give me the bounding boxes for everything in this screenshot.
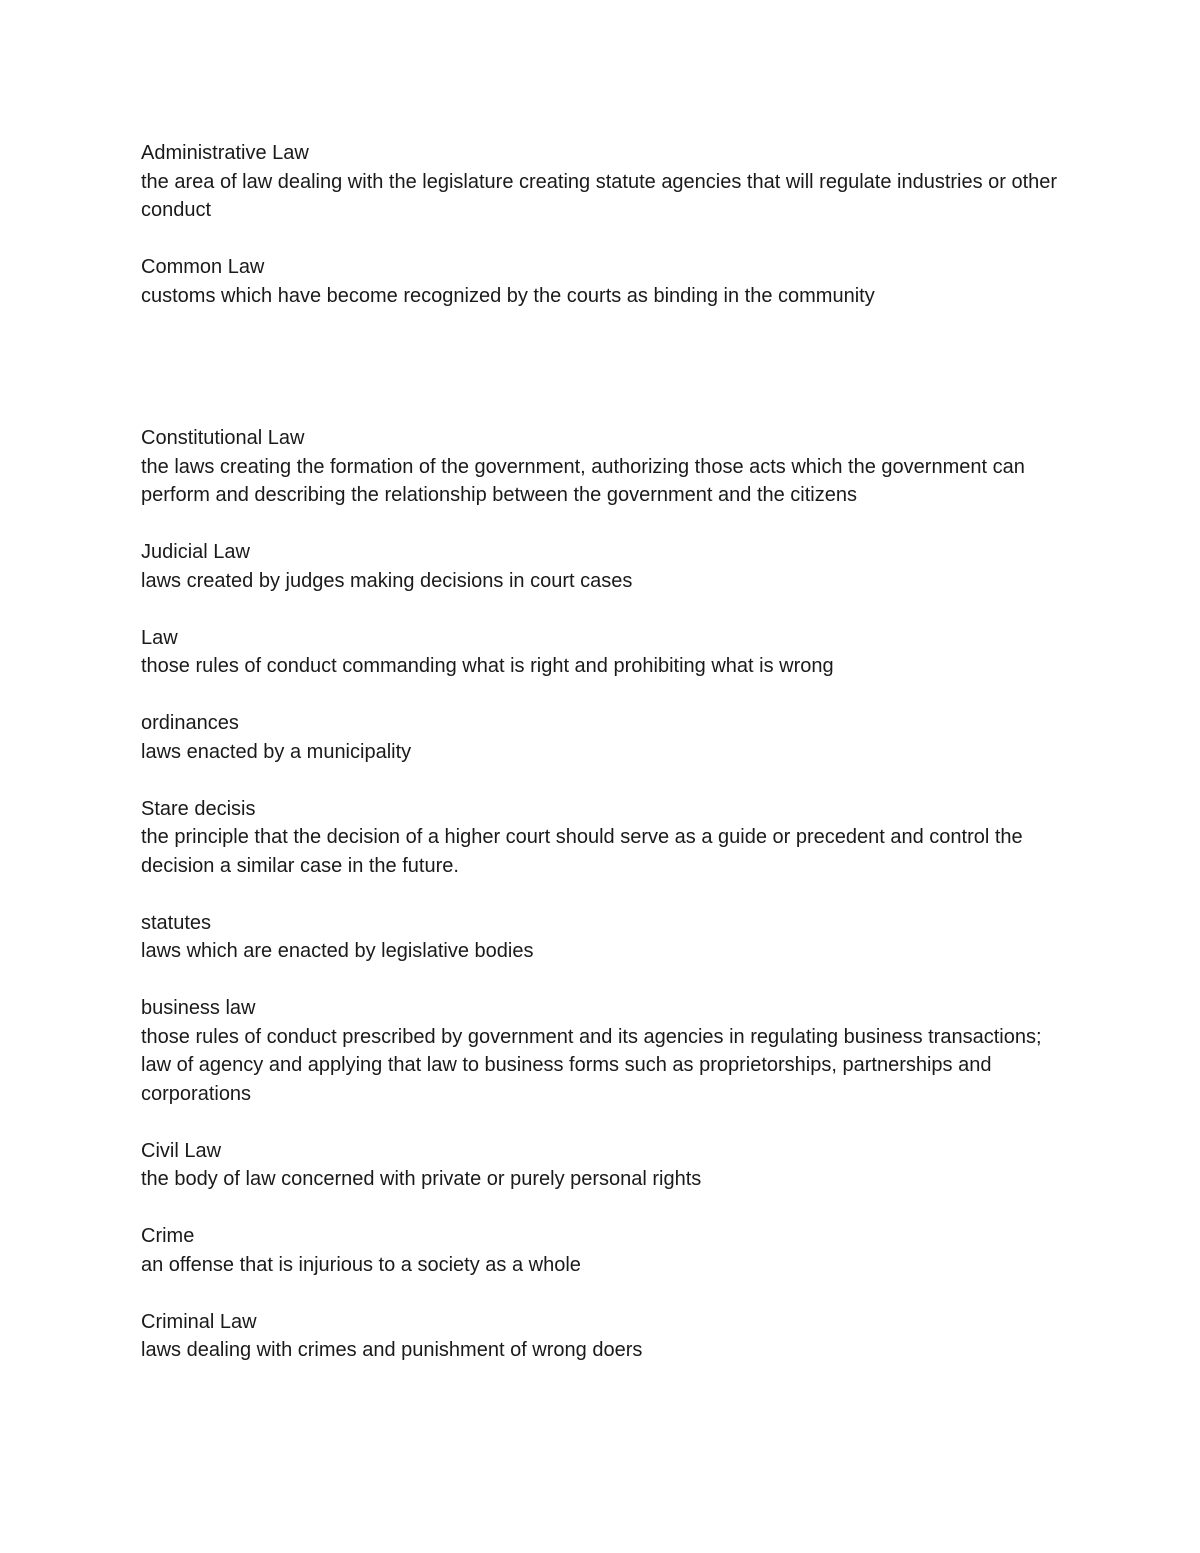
glossary-term: business law <box>141 997 256 1019</box>
glossary-term: Criminal Law <box>141 1310 257 1333</box>
glossary-term: Stare decisis <box>141 797 256 820</box>
glossary-term: Administrative Law <box>141 142 309 164</box>
glossary-definition: those rules of conduct commanding what is right and prohibiting what is wrong <box>141 655 834 677</box>
glossary-entry-civil-law <box>141 1137 1071 1194</box>
glossary-definition: laws dealing with crimes and punishment of wrong doers <box>141 1339 643 1361</box>
glossary-entry-law <box>141 624 1071 681</box>
glossary-definition: the laws creating the formation of the government, authorizing those acts which the government can perform and describing the relationship between the government and the citizens <box>141 455 1025 506</box>
glossary-entry-common-law <box>141 253 1071 310</box>
glossary-definition: an offense that is injurious to a society as a whole <box>141 1253 581 1276</box>
glossary-definition: laws created by judges making decisions in court cases <box>141 569 633 592</box>
glossary-entry-stare-decisis <box>141 795 1071 881</box>
glossary-definition: the principle that the decision of a higher court should serve as a guide or precedent and control the decision a similar case in the future. <box>141 826 1023 877</box>
glossary-term: Constitutional Law <box>141 427 305 449</box>
glossary-term: Common Law <box>141 256 265 278</box>
glossary-term: ordinances <box>141 712 239 734</box>
glossary-term: Judicial Law <box>141 541 250 563</box>
glossary-definition: laws enacted by a municipality <box>141 740 412 763</box>
glossary-definition: the area of law dealing with the legislature creating statute agencies that will regulate industries or other conduct <box>141 170 1058 221</box>
glossary-term: Crime <box>141 1225 195 1247</box>
glossary-entry-ordinances <box>141 709 1071 766</box>
glossary-list <box>141 139 1071 1393</box>
glossary-definition: those rules of conduct prescribed by government and its agencies in regulating business transactions; law of agency and applying that law to business forms such as proprietorships, partnerships and corporations <box>141 1025 1042 1105</box>
glossary-term: statutes <box>141 911 212 934</box>
glossary-entry-constitutional-law <box>141 424 1071 510</box>
glossary-entry-judicial-law <box>141 538 1071 595</box>
glossary-entry-crime <box>141 1222 1071 1279</box>
glossary-definition: customs which have become recognized by the courts as binding in the community <box>141 284 875 307</box>
glossary-entry-criminal-law <box>141 1308 1071 1365</box>
glossary-definition: laws which are enacted by legislative bodies <box>141 940 534 962</box>
glossary-term: Civil Law <box>141 1139 222 1162</box>
glossary-entry-business-law <box>141 994 1071 1108</box>
glossary-entry-administrative-law <box>141 139 1071 225</box>
glossary-definition: the body of law concerned with private or purely personal rights <box>141 1168 702 1190</box>
glossary-term: Law <box>141 626 178 649</box>
glossary-entry-statutes <box>141 909 1071 966</box>
